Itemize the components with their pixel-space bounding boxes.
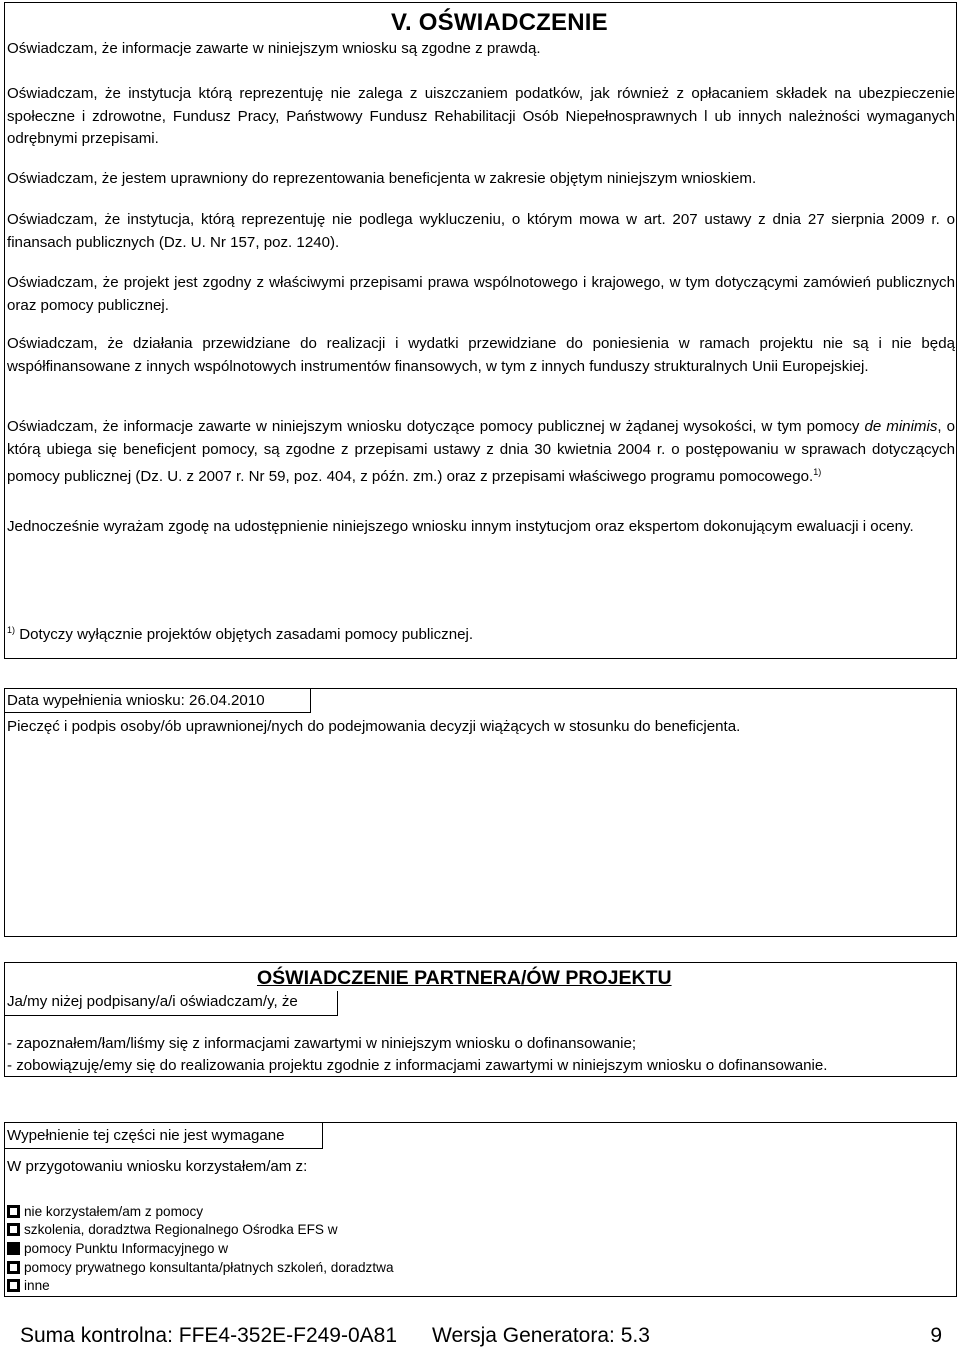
section-title: V. OŚWIADCZENIE bbox=[391, 9, 608, 36]
page-footer bbox=[20, 1324, 942, 1351]
footnote-reference: 1) bbox=[813, 467, 822, 477]
option-information-point[interactable]: pomocy Punktu Informacyjnego w bbox=[7, 1239, 394, 1258]
declaration-consent: Jednocześnie wyrażam zgodę na udostępnienie niniejszego wniosku innym instytucjom oraz ekspertom dokonującym ewaluacji i oceny. bbox=[7, 518, 914, 535]
assistance-options bbox=[7, 1202, 394, 1295]
checkbox-icon[interactable] bbox=[7, 1279, 20, 1292]
partner-declaration-section bbox=[4, 962, 957, 1077]
partner-declaration-title: OŚWIADCZENIE PARTNERA/ÓW PROJEKTU bbox=[257, 967, 672, 989]
page-number: 9 bbox=[930, 1324, 942, 1347]
option-private-consultant[interactable]: pomocy prywatnego konsultanta/płatnych szkoleń, doradztwa bbox=[7, 1258, 394, 1277]
de-minimis-term: de minimis bbox=[864, 418, 938, 435]
declaration-not-excluded: Oświadczam, że instytucja, którą reprezentuję nie podlega wykluczeniu, o którym mowa w art. 207 ustawy z dnia 27 sierpnia 2009 r. o finansach publicznych (Dz. U. Nr 157, poz. 1240). bbox=[7, 211, 955, 251]
generator-version: Wersja Generatora: 5.3 bbox=[432, 1324, 650, 1347]
preparation-question: W przygotowaniu wniosku korzystałem/am z: bbox=[7, 1158, 308, 1175]
partner-declaration-item-1: - zapoznałem/łam/liśmy się z informacjami zawartymi w niniejszym wniosku o dofinansowanie; bbox=[7, 1035, 637, 1052]
optional-section-header: Wypełnienie tej części nie jest wymagane bbox=[5, 1123, 323, 1149]
checksum: Suma kontrolna: FFE4-352E-F249-0A81 bbox=[20, 1324, 398, 1347]
option-other[interactable]: inne bbox=[7, 1276, 394, 1295]
partner-declaration-intro: Ja/my niżej podpisany/a/i oświadczam/y, że bbox=[5, 991, 338, 1016]
signature-section bbox=[4, 688, 957, 937]
declaration-authorized: Oświadczam, że jestem uprawniony do reprezentowania beneficjenta w zakresie objętym niniejszym wnioskiem. bbox=[7, 170, 757, 187]
declaration-truthfulness: Oświadczam, że informacje zawarte w niniejszym wniosku są zgodne z prawdą. bbox=[7, 40, 541, 57]
footnote bbox=[7, 619, 955, 646]
partner-declaration-item-2: - zobowiązuję/emy się do realizowania projektu zgodnie z informacjami zawartymi w niniejszym wniosku o dofinansowanie. bbox=[7, 1057, 828, 1074]
checkbox-icon[interactable] bbox=[7, 1242, 20, 1255]
footnote-text: Dotyczy wyłącznie projektów objętych zasadami pomocy publicznej. bbox=[15, 626, 474, 643]
stamp-signature-label: Pieczęć i podpis osoby/ób uprawnionej/nych do podejmowania decyzji wiążących w stosunku do beneficjenta. bbox=[7, 718, 741, 735]
checkbox-icon[interactable] bbox=[7, 1205, 20, 1218]
declaration-compliance: Oświadczam, że projekt jest zgodny z właściwymi przepisami prawa wspólnotowego i krajowego, w tym dotyczącymi zamówień publicznych oraz pomocy publicznej. bbox=[7, 274, 955, 314]
option-efs-center[interactable]: szkolenia, doradztwa Regionalnego Ośrodka EFS w bbox=[7, 1221, 394, 1240]
declaration-no-arrears: Oświadczam, że instytucja którą reprezentuję nie zalega z uiszczaniem podatków, jak również z opłacaniem składek na ubezpieczenie społeczne i zdrowotne, Fundusz Pracy, Państwowy Fundusz Rehabilitacji Osób Niepełnosprawnych l ub innych należności wymaganych odrębnymi przepisami. bbox=[7, 85, 955, 147]
completion-date: Data wypełnienia wniosku: 26.04.2010 bbox=[5, 689, 311, 713]
optional-section bbox=[4, 1122, 957, 1297]
declaration-no-cofinancing: Oświadczam, że działania przewidziane do realizacji i wydatki przewidziane do poniesienia w ramach projektu nie są i nie będą współfinansowane z innych wspólnotowych instrumentów finansowych, w tym z innych funduszy strukturalnych Unii Europejskiej. bbox=[7, 335, 955, 375]
option-no-assistance[interactable]: nie korzystałem/am z pomocy bbox=[7, 1202, 394, 1221]
checkbox-icon[interactable] bbox=[7, 1261, 20, 1274]
declaration-section bbox=[4, 2, 957, 659]
footnote-mark: 1) bbox=[7, 625, 16, 635]
checkbox-icon[interactable] bbox=[7, 1223, 20, 1236]
declaration-state-aid: Oświadczam, że informacje zawarte w niniejszym wniosku dotyczące pomocy publicznej w żądanej wysokości, w tym pomocy de minimis, o którą ubiega się beneficjent pomocy, są zgodne z przepisami ustawy z dnia 30 kwietnia 2004 r. o postępowaniu w sprawach dotyczących pomocy publicznej (Dz. U. z 2007 r. Nr 59, poz. 404, z późn. zm.) oraz z przepisami właściwego programu pomocowego.$^{1)}$ bbox=[7, 418, 955, 485]
